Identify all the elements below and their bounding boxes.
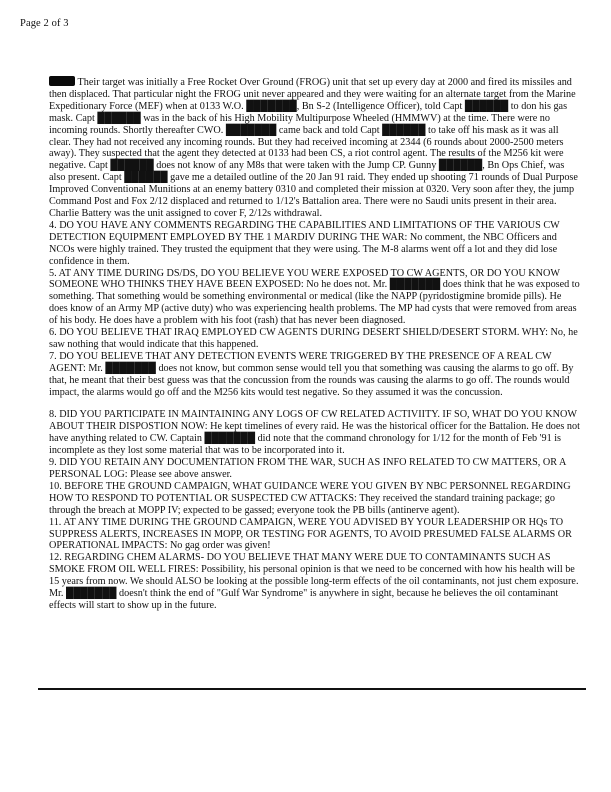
paragraph-q6-iraq-agents: 6. DO YOU BELIEVE THAT IRAQ EMPLOYED CW AGENTS DURING DESERT SHIELD/DESERT STORM. WHY: No, he saw nothing that would indicate that this happened. <box>49 327 578 350</box>
paragraph-q5-exposure: 5. AT ANY TIME DURING DS/DS, DO YOU BELIEVE YOU WERE EXPOSED TO CW AGENTS, OR DO YOU KNOW SOMEONE WHO THINKS THEY HAVE BEEN EXPOSED: No he does not. Mr. ███████ does think that he was exposed to something. That something would be something environmental or medical (like the NAPP (pyridostigmine bromide pills). He does know of an Army MP (active duty) who was experiencing health problems. The MP had cysts that were removed from areas of his body. He does have a problem with his foot (rash) that has never been diagnosed. <box>49 267 580 327</box>
paragraph-q10-guidance: 10. BEFORE THE GROUND CAMPAIGN, WHAT GUIDANCE WERE YOU GIVEN BY NBC PERSONNEL REGARDING HOW TO RESPOND TO POTENTIAL OR SUSPECTED CW ATTACKS: They received the standard training package; go through the breach at MOPP IV; expected to be gassed; everyone took the PB bills (antinerve agent). <box>49 480 571 516</box>
document-body <box>49 76 580 612</box>
paragraph-q4-detection-equipment: 4. DO YOU HAVE ANY COMMENTS REGARDING THE CAPABILITIES AND LIMITATIONS OF THE VARIOUS CW DETECTION EQUIPMENT EMPLOYED BY THE 1 MARDIV DURING THE WAR: No comment, the NBC Officers and NCOs were highly trained. They trusted the equipment that they were using. The M-8 alarms went off a lot and they did lose confidence in them. <box>49 219 560 267</box>
paragraph-q8-logs: 8. DID YOU PARTICIPATE IN MAINTAINING ANY LOGS OF CW RELATED ACTIVIITY. IF SO, WHAT DO YOU KNOW ABOUT THEIR DISPOSTION NOW: He kept timelines of every raid. He was the historical officer for the Battalion. He does not have anything related to CW. Captain ███████ did note that the command chronology for 1/12 for the month of Feb '91 is incomplete as they lost some material that was to be incorporated into it. <box>49 409 580 457</box>
redaction-block <box>49 76 75 86</box>
paragraph-q11-suppress-alerts: 11. AT ANY TIME DURING THE GROUND CAMPAIGN, WERE YOU ADVISED BY YOUR LEADERSHIP OR HQs TO SUPPRESS ALERTS, INCREASES IN MOPP, OR TESTING FOR AGENTS, TO AVOID PRESUMED FALSE ALARMS OR OPERATIONAL IMPACTS: No gag order was given! <box>49 516 572 552</box>
bottom-divider <box>38 688 586 690</box>
paragraph-q7-detection-events: 7. DO YOU BELIEVE THAT ANY DETECTION EVENTS WERE TRIGGERED BY THE PRESENCE OF A REAL CW AGENT: Mr. ███████ does not know, but common sense would tell you that something was causing the alarms to go off. By that, he meant that their best guess was that the concussion from the rounds was causing the alarms to go off. The rounds would impact, the alarms would go off and the M256 kits would test negative. So they assumed it was the concussion. <box>49 350 574 398</box>
paragraph-target-frog <box>49 76 580 220</box>
paragraph-q9-documentation: 9. DID YOU RETAIN ANY DOCUMENTATION FROM THE WAR, SUCH AS INFO RELATED TO CW MATTERS, OR A PERSONAL LOG: Please see above answer. <box>49 457 566 480</box>
paragraph-text: Their target was initially a Free Rocket Over Ground (FROG) unit that set up every day at 2000 and fired its missiles and then displaced. That particular night the FROG unit never appeared and they were waiting for an alternate target from the Marine Expeditionary Force (MEF) when at 0133 W.O. ███████, Bn S-2 (Intelligence Officer), told Capt ██████ to don his gas mask. Capt ██████ was in the back of his High Mobility Multipurpose Wheeled (HMMWV) at the time. There were no incoming rounds. Shortly thereafter CWO. ███████ came back and told Capt ██████ to take off his mask as it was all clear. They had not received any incoming rounds. But they had received incoming at 2344 (6 rounds about 2000-2500 meters away). They suspected that the agent they detected at 0133 had been CS, a riot control agent. The results of the M256 kit were negative. Capt ██████ does not know of any M8s that were taken with the Jump CP. Gunny ██████, Bn Ops Chief, was also present. Capt ██████ gave me a detailed outline of the 20 Jan 91 raid. They ended up shooting 71 rounds of Dual Purpose Improved Conventional Munitions at an enemy battery 0310 and completed their mission at 0320. Very soon after they, the jump Command Post and Fox 2/12 displaced and returned to 1/12's Battalion area. There were no Saudi units present in their area. Charlie Battery was the unit assigned to cover F, 2/12s withdrawal. <box>49 77 578 219</box>
paragraph-q12-chem-alarms: 12. REGARDING CHEM ALARMS- DO YOU BELIEVE THAT MANY WERE DUE TO CONTAMINANTS SUCH AS SMOKE FROM OIL WELL FIRES: Possibility, his personal opinion is that we need to be concerned with how his health will be 15 years from now. We should ALSO be looking at the possible long-term effects of the oil contaminants, not just chem exposure. Mr. ███████ doesn't think the end of "Gulf War Syndrome" is anywhere in sight, because he believes the oil contaminant effects will start to show up in the future. <box>49 552 579 611</box>
page-number: Page 2 of 3 <box>20 18 69 29</box>
